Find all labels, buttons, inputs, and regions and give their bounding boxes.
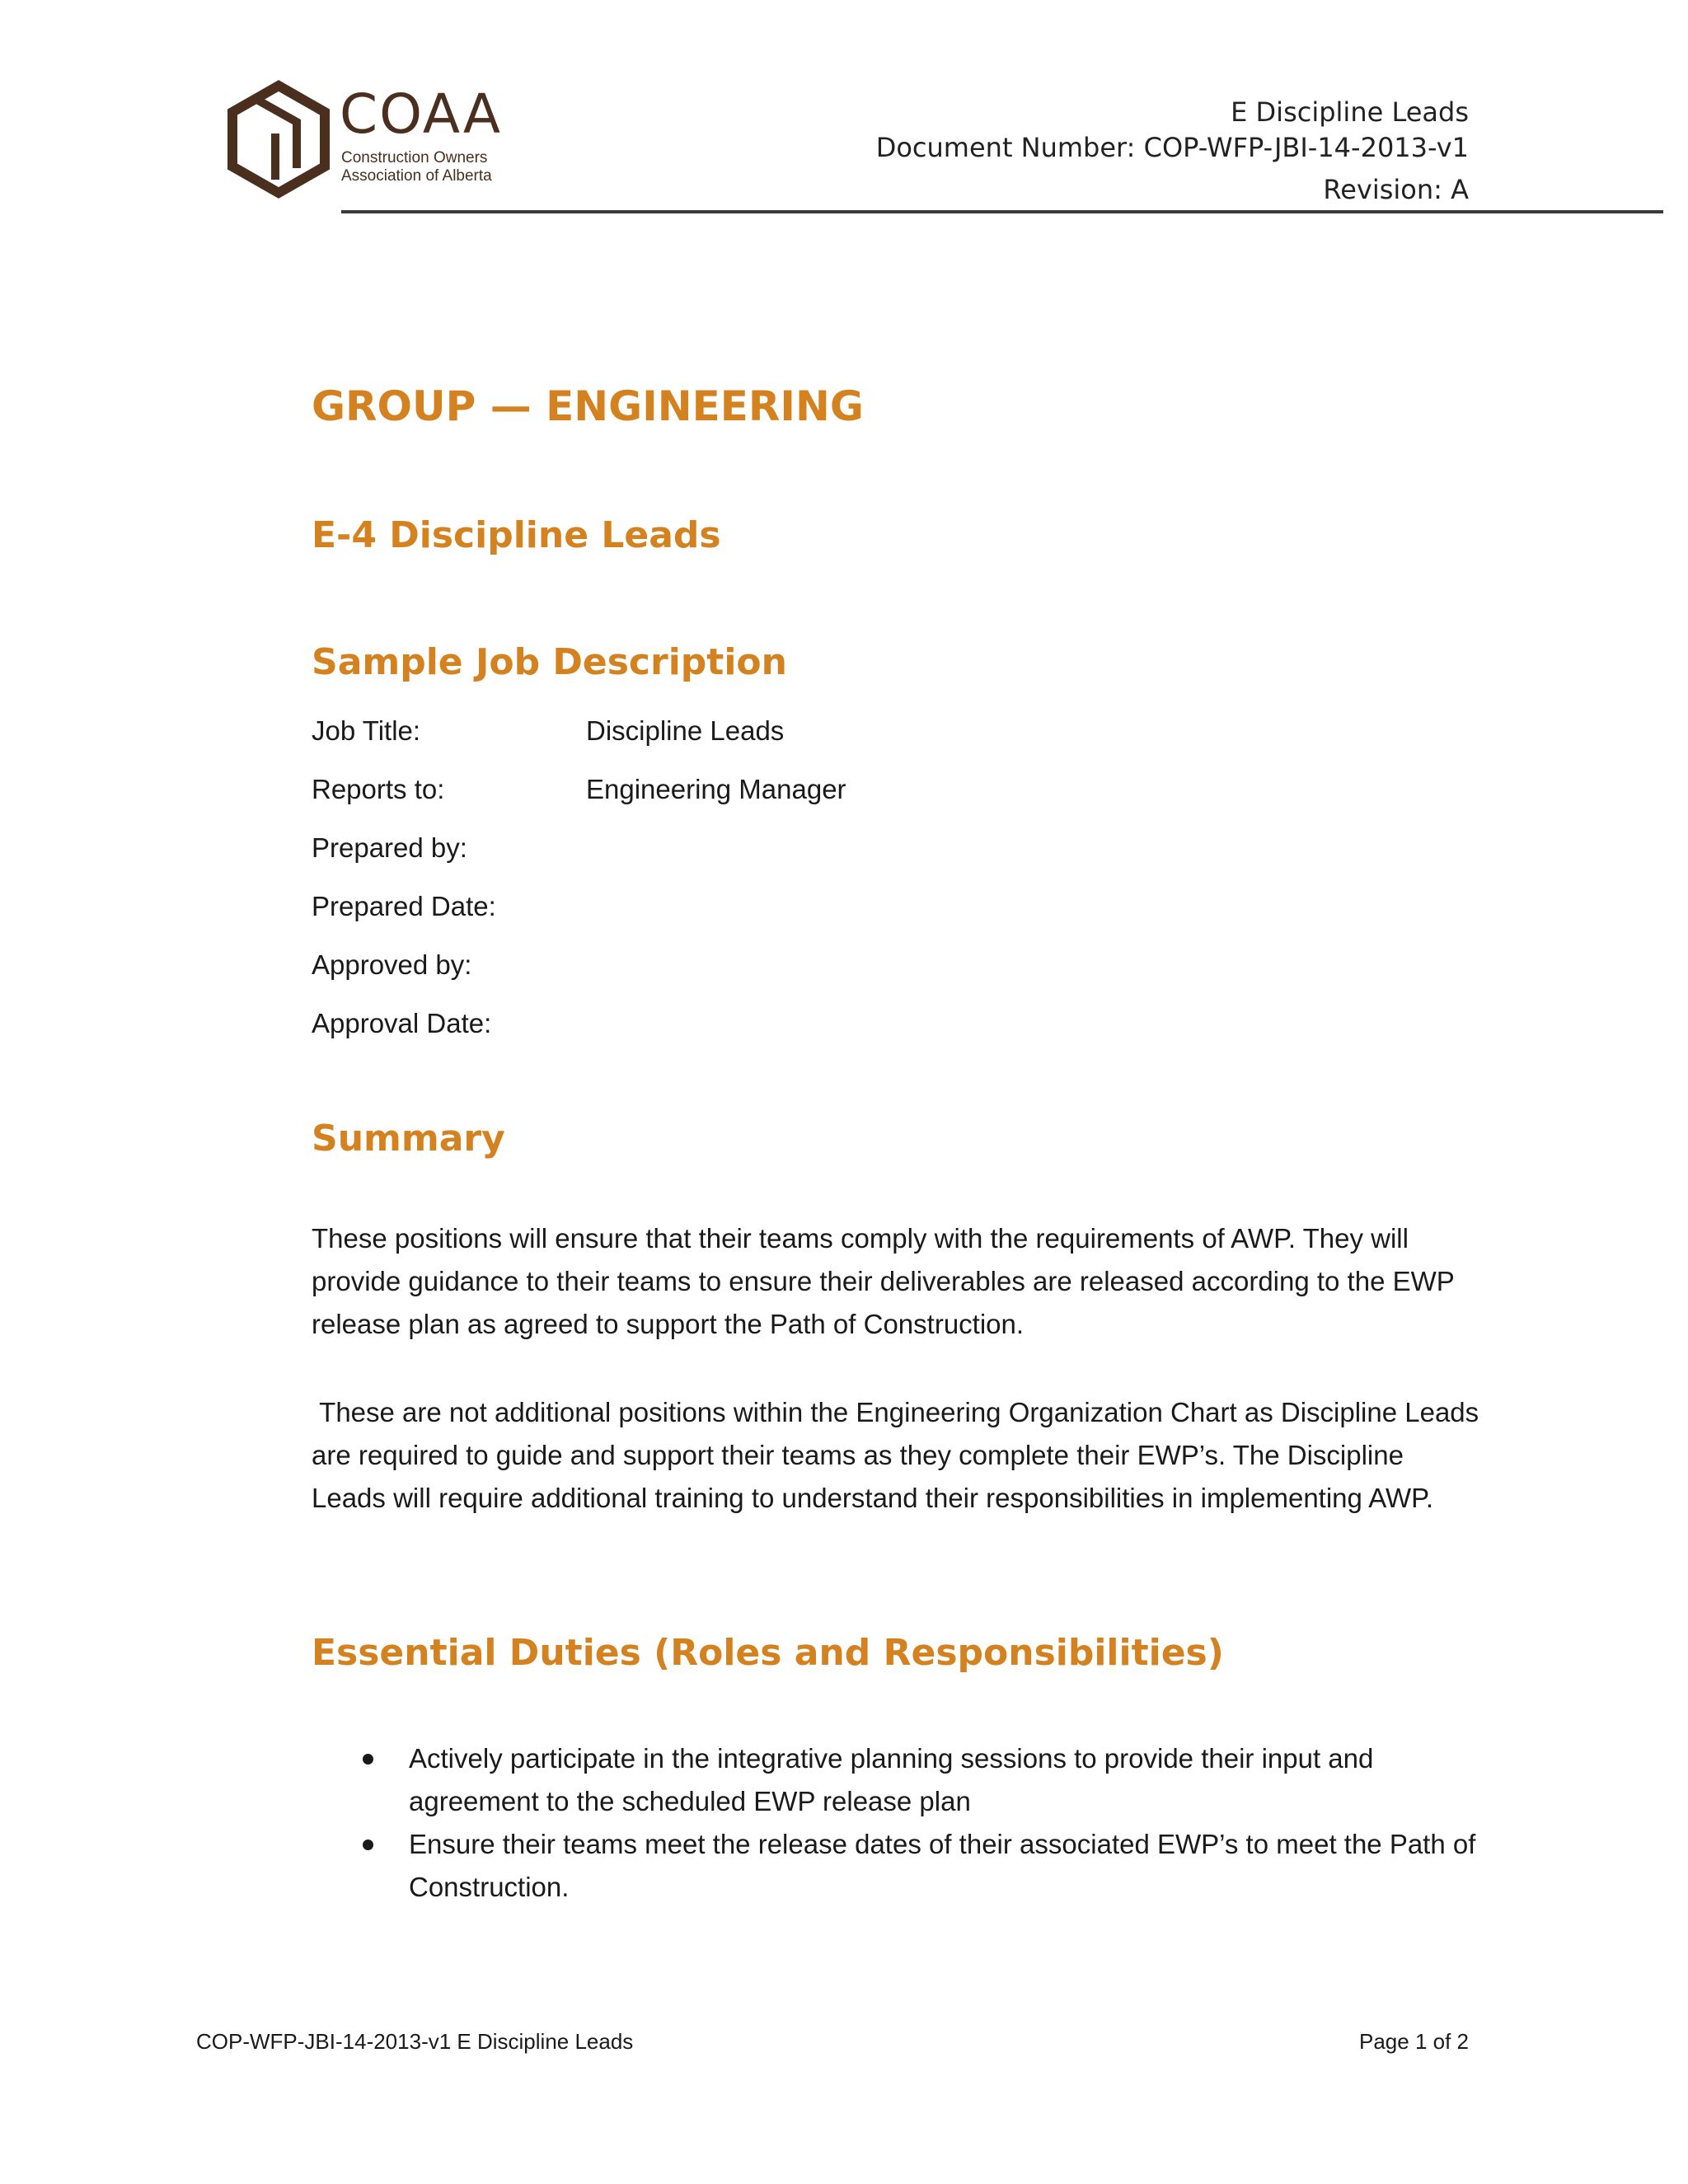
field-label: Prepared Date: — [312, 891, 496, 921]
header-doc-title: E Discipline Leads — [1231, 96, 1469, 128]
logo-subtitle-line1: Construction Owners — [341, 149, 488, 166]
field-label: Prepared by: — [312, 832, 467, 863]
duties-heading: Essential Duties (Roles and Responsibilities) — [312, 1632, 1224, 1674]
bullet-icon — [363, 1754, 373, 1765]
header-doc-number: Document Number: COP-WFP-JBI-14-2013-v1 — [875, 132, 1469, 163]
summary-paragraph-2: These are not additional positions within the Engineering Organization Chart as Discipline Leads are required to guide and support their teams as they complete their EWP’s. The Discipline Leads will require additional training to understand their responsibilities in implementing AWP. — [312, 1397, 1479, 1513]
duty-text: Actively participate in the integrative planning sessions to provide their input and agreement to the scheduled EWP release plan — [409, 1743, 1374, 1816]
summary-paragraph-1: These positions will ensure that their teams comply with the requirements of AWP. They will provide guidance to their teams to ensure their deliverables are released according to the EWP release plan as agreed to support the Path of Construction. — [312, 1223, 1455, 1339]
job-description-heading: Sample Job Description — [312, 641, 787, 683]
footer-page-number: Page 1 of 2 — [1359, 2029, 1469, 2054]
coaa-logo — [224, 79, 503, 203]
field-label: Approved by: — [312, 949, 472, 980]
footer-document-id: COP-WFP-JBI-14-2013-v1 E Discipline Leads — [196, 2029, 634, 2054]
field-value: Engineering Manager — [586, 774, 846, 804]
field-label: Job Title: — [312, 715, 421, 746]
section-heading: E-4 Discipline Leads — [312, 514, 721, 556]
field-label: Reports to: — [312, 774, 445, 804]
summary-heading: Summary — [312, 1118, 505, 1160]
bullet-icon — [363, 1840, 373, 1850]
logo-wordmark: COAA — [340, 82, 503, 146]
duty-text: Ensure their teams meet the release dates of their associated EWP’s to meet the Path of Construction. — [409, 1829, 1476, 1902]
field-label: Approval Date: — [312, 1008, 492, 1038]
header-divider — [341, 210, 1663, 213]
field-value: Discipline Leads — [586, 715, 785, 746]
list-item — [312, 1823, 1482, 1909]
group-heading: GROUP — ENGINEERING — [312, 382, 864, 430]
hexagon-logo-icon — [224, 79, 333, 199]
list-item — [312, 1737, 1482, 1823]
header-revision: Revision: A — [1323, 174, 1469, 205]
logo-subtitle-line2: Association of Alberta — [341, 167, 492, 185]
duties-list — [312, 1737, 1482, 1909]
